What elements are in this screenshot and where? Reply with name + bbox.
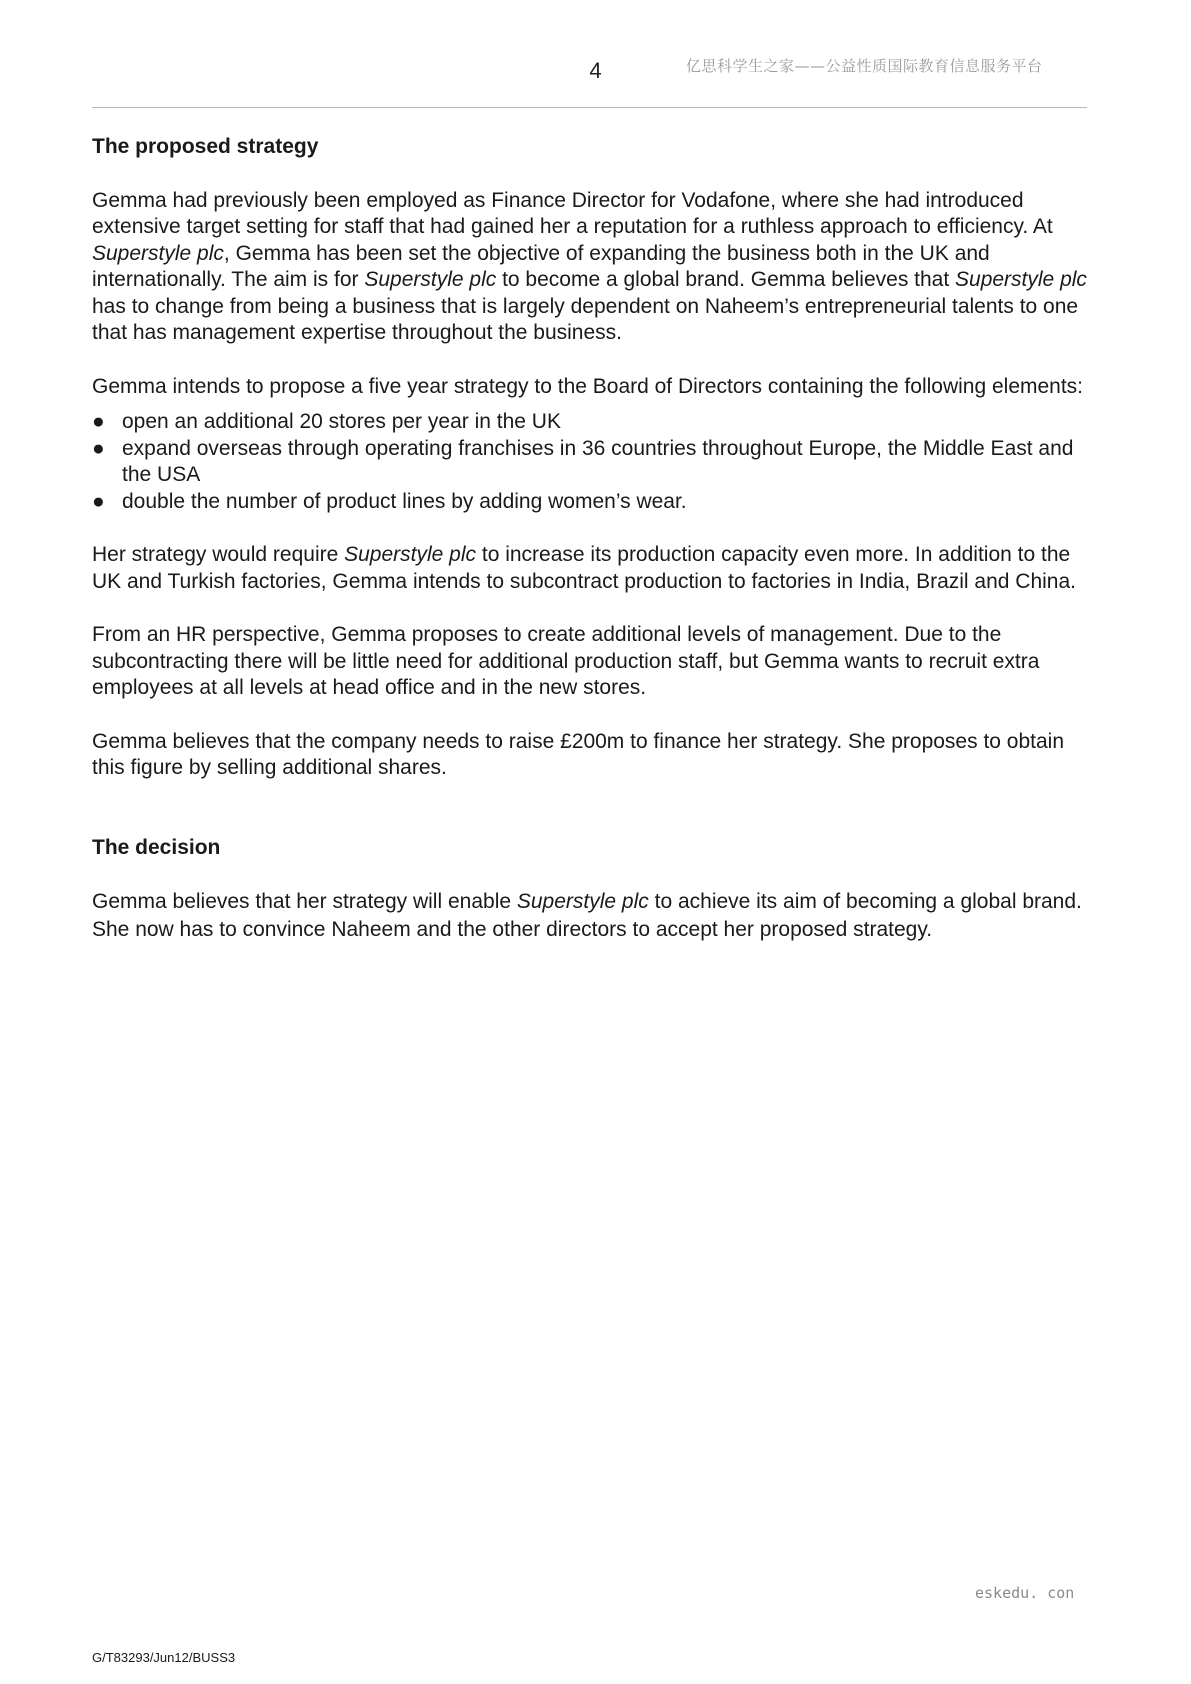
list-item: [92, 409, 1092, 436]
paragraph-finance: Gemma believes that the company needs to raise £200m to finance her strategy. She proposes to obtain this figure by selling additional shares.: [92, 729, 1065, 779]
text-run: to achieve its aim of becoming a global brand. She now has to convince Naheem and the other directors to accept her proposed strategy.: [92, 890, 1082, 941]
list-item-text: double the number of product lines by adding women’s wear.: [122, 489, 687, 513]
bullet-icon: ●: [92, 489, 105, 513]
paragraph-production: [92, 542, 1092, 595]
header-divider: [92, 107, 1087, 108]
text-run: Her strategy would require: [92, 543, 345, 566]
bullet-icon: ●: [92, 436, 105, 460]
paragraph-background: [92, 188, 1092, 347]
page-number: 4: [589, 58, 602, 83]
strategy-elements-list: [92, 409, 1092, 515]
document-body: [92, 134, 1092, 971]
company-name: Superstyle plc: [364, 268, 497, 291]
text-run: Gemma believes that her strategy will enable: [92, 890, 517, 913]
text-run: to become a global brand. Gemma believes that: [496, 268, 956, 291]
header-watermark: 亿思科学生之家——公益性质国际教育信息服务平台: [686, 57, 1043, 75]
footer-watermark: eskedu. con: [975, 1584, 1075, 1602]
paragraph-strategy-intro: Gemma intends to propose a five year strategy to the Board of Directors containing the following elements:: [92, 374, 1084, 398]
list-item: [92, 489, 1092, 516]
paragraph-hr: From an HR perspective, Gemma proposes to create additional levels of management. Due to the subcontracting there will be little need for additional production staff, but Gemma wants to recruit extra employees at all levels at head office and in the new stores.: [92, 623, 1040, 699]
section-heading-proposed-strategy: The proposed strategy: [92, 135, 319, 158]
company-name: Superstyle plc: [344, 543, 477, 566]
document-code: G/T83293/Jun12/BUSS3: [92, 1650, 236, 1665]
text-run: has to change from being a business that is largely dependent on Naheem’s entrepreneurial talents to one that has management expertise throughout the business.: [92, 294, 1079, 344]
text-run: , Gemma has been set the objective of expanding the business both in the UK and internationally. The aim is for: [92, 241, 990, 291]
company-name: Superstyle plc: [516, 890, 649, 913]
text-run: Gemma had previously been employed as Finance Director for Vodafone, where she had introduced extensive target setting for staff that had gained her a reputation for a ruthless approach to efficiency. At: [92, 188, 1053, 238]
paragraph-decision: [92, 888, 1092, 944]
company-name: Superstyle plc: [92, 241, 224, 265]
list-item: [92, 436, 1092, 489]
list-item-text: expand overseas through operating franchises in 36 countries throughout Europe, the Middle East and the USA: [122, 436, 1074, 486]
list-item-text: open an additional 20 stores per year in the UK: [122, 410, 561, 433]
text-run: to increase its production capacity even more. In addition to the UK and Turkish factories, Gemma intends to subcontract production to factories in India, Brazil and China.: [92, 543, 1076, 593]
company-name: Superstyle plc: [955, 268, 1087, 291]
section-heading-decision: The decision: [92, 835, 221, 859]
bullet-icon: ●: [92, 410, 105, 433]
